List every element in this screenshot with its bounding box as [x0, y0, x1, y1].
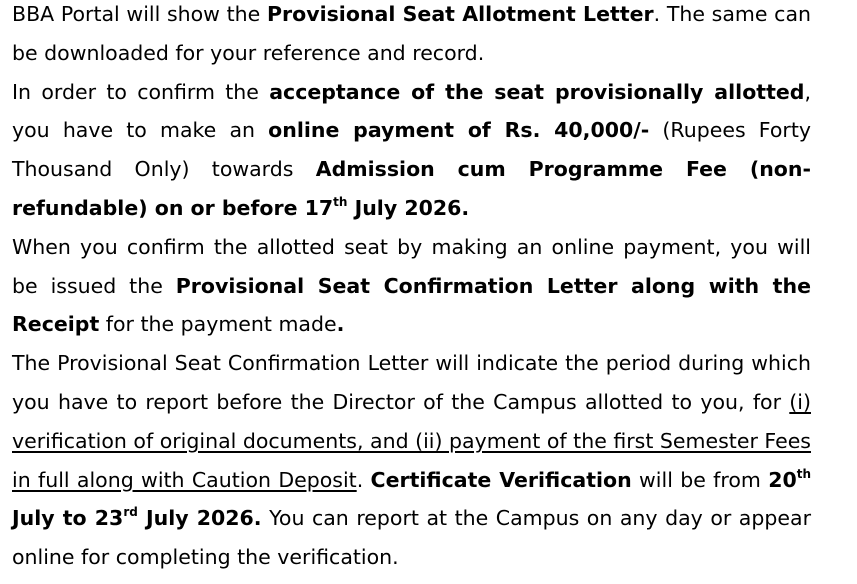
bold-text: July to 23: [12, 506, 124, 531]
bold-text: 20: [768, 467, 797, 492]
bold-text: Certificate Verification: [370, 467, 632, 492]
text: In order to confirm the: [12, 79, 270, 104]
text: When you confirm the allotted seat by making an online payment, you will be issued the: [12, 234, 811, 298]
document-body: [12, 0, 811, 577]
text: BBA Portal will show the: [12, 2, 267, 26]
paragraph-reporting-period: [12, 344, 811, 577]
paragraph-allotment-letter: [12, 0, 811, 73]
bold-text: .: [336, 312, 345, 337]
bold-text: Admission cum Programme Fee (non-refundable) on or before 17: [12, 157, 811, 220]
text: .: [356, 467, 371, 492]
paragraph-payment: [12, 73, 811, 228]
text: , you have to make an: [12, 79, 811, 143]
bold-text: acceptance of the seat provisionally allotted: [269, 79, 805, 104]
superscript: th: [796, 466, 811, 481]
text: will be from: [631, 467, 769, 492]
text: . The same can be downloaded for your reference and record.: [12, 2, 812, 65]
bold-text: online payment of Rs. 40,000/-: [268, 118, 650, 143]
text: (Rupees Forty Thousand Only) towards: [12, 118, 812, 182]
paragraph-confirmation-letter: [12, 228, 811, 344]
text: You can report at the Campus on any day or appear online for completing the verification.: [12, 506, 812, 570]
superscript: th: [333, 194, 348, 209]
superscript: rd: [123, 505, 138, 520]
bold-text: Provisional Seat Allotment Letter: [266, 2, 654, 26]
bold-text: Provisional Seat Confirmation Letter along with the Receipt: [12, 273, 811, 337]
bold-text: July 2026.: [137, 506, 262, 531]
underlined-text: (i) verification of original documents, and (ii) payment of the first Semester Fees in full along with Caution Deposit: [12, 389, 811, 492]
text: for the payment made: [99, 312, 337, 337]
text: The Provisional Seat Confirmation Letter will indicate the period during which you have to report before the Director of the Campus allotted to you, for: [12, 351, 811, 414]
bold-text: July 2026.: [347, 195, 470, 220]
